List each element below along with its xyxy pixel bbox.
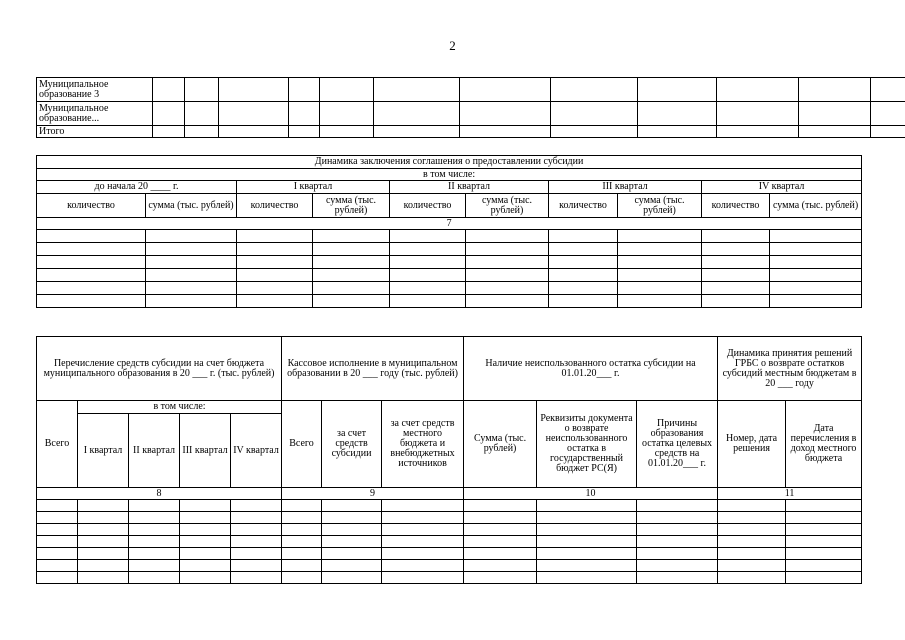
table-cell [237, 230, 313, 243]
table-cell [549, 243, 618, 256]
table-cell [382, 572, 464, 584]
period-header: до начала 20 ____ г. [37, 181, 237, 194]
table-cell [37, 512, 78, 524]
table-cell [618, 282, 702, 295]
row-label: Муниципальное образование... [37, 102, 153, 126]
table-cell [464, 560, 537, 572]
period-header: IV квартал [702, 181, 862, 194]
quarter-header: III квартал [180, 414, 231, 488]
table-cell [180, 524, 231, 536]
table-cell [289, 78, 320, 102]
page-number: 2 [449, 38, 456, 53]
table-cell [382, 548, 464, 560]
table-cell [374, 126, 460, 138]
table-cell [382, 512, 464, 524]
table-cell [37, 536, 78, 548]
table-cell [231, 500, 282, 512]
table-cell [618, 243, 702, 256]
table-cell [718, 548, 786, 560]
table-cell [231, 524, 282, 536]
table-cell [237, 282, 313, 295]
table-cell [382, 524, 464, 536]
table-cell [718, 572, 786, 584]
table-cell [231, 548, 282, 560]
table-cell [153, 78, 185, 102]
table-cell [717, 102, 799, 126]
remainder-reasons-header: Причины образования остатка целевых средств на 01.01.20___ г. [637, 401, 718, 488]
decision-number-header: Номер, дата решения [718, 401, 786, 488]
transfer-header: Перечисление средств субсидии на счет бюджета муниципального образования в 20 ___ г. (тыс. рублей) [37, 337, 282, 401]
table-row [37, 126, 905, 138]
table-cell [466, 230, 549, 243]
table-cell [219, 102, 289, 126]
table-cell [460, 102, 551, 126]
table-cell [549, 295, 618, 308]
municipal-table [36, 77, 905, 138]
table-cell [78, 572, 129, 584]
table-cell [237, 295, 313, 308]
table-cell [289, 102, 320, 126]
table-cell [638, 126, 717, 138]
table-cell [466, 269, 549, 282]
remainder-requisites-header: Реквизиты документа о возврате неиспользованного остатка в государственный бюджет РС(Я) [537, 401, 637, 488]
count-header: количество [237, 194, 313, 218]
table-cell [322, 512, 382, 524]
table-row [37, 78, 905, 102]
table-cell [78, 512, 129, 524]
table-row [37, 230, 862, 243]
table-cell [770, 256, 862, 269]
table-cell [37, 243, 146, 256]
table-cell [799, 126, 871, 138]
table-cell [282, 560, 322, 572]
table-cell [702, 295, 770, 308]
table-cell [313, 243, 390, 256]
count-header: количество [37, 194, 146, 218]
table-cell [180, 572, 231, 584]
table-cell [702, 243, 770, 256]
table-cell [786, 572, 862, 584]
period-header: II квартал [390, 181, 549, 194]
table-cell [638, 102, 717, 126]
table-cell [129, 512, 180, 524]
table-cell [871, 102, 905, 126]
table-cell [799, 102, 871, 126]
column-number: 9 [282, 488, 464, 500]
table-cell [637, 512, 718, 524]
table-cell [37, 500, 78, 512]
table-cell [37, 548, 78, 560]
table-cell [322, 560, 382, 572]
table-cell [185, 102, 219, 126]
table-cell [219, 78, 289, 102]
table-cell [185, 126, 219, 138]
period-header: III квартал [549, 181, 702, 194]
column-number: 7 [37, 218, 862, 230]
row-label: Муниципальное образование 3 [37, 78, 153, 102]
execution-subsidy-header: за счет средств субсидии [322, 401, 382, 488]
table-row [37, 572, 862, 584]
table-cell [549, 269, 618, 282]
table-cell [702, 282, 770, 295]
column-number: 11 [718, 488, 862, 500]
table-cell [466, 256, 549, 269]
table-cell [718, 500, 786, 512]
table-cell [464, 548, 537, 560]
table-cell [322, 536, 382, 548]
table-cell [549, 256, 618, 269]
table-cell [320, 126, 374, 138]
table-cell [770, 282, 862, 295]
table-cell [770, 269, 862, 282]
table-cell [537, 524, 637, 536]
transfer-in-total: в том числе: [78, 401, 282, 414]
quarter-header: IV квартал [231, 414, 282, 488]
table-cell [78, 548, 129, 560]
table-cell [537, 500, 637, 512]
table-cell [289, 126, 320, 138]
table-cell [180, 548, 231, 560]
table-cell [231, 572, 282, 584]
sum-header: сумма (тыс. рублей) [146, 194, 237, 218]
column-number: 10 [464, 488, 718, 500]
table-cell [146, 282, 237, 295]
execution-header: Кассовое исполнение в муниципальном образовании в 20 ___ году (тыс. рублей) [282, 337, 464, 401]
table-cell [537, 548, 637, 560]
table-cell [702, 230, 770, 243]
table-cell [78, 536, 129, 548]
table-cell [146, 243, 237, 256]
table-cell [37, 256, 146, 269]
table-cell [37, 524, 78, 536]
table-cell [770, 243, 862, 256]
execution-total-header: Всего [282, 401, 322, 488]
table-cell [717, 78, 799, 102]
table-cell [637, 548, 718, 560]
table-cell [313, 230, 390, 243]
table-cell [702, 256, 770, 269]
table-cell [537, 536, 637, 548]
table-cell [618, 295, 702, 308]
execution-local-header: за счет средств местного бюджета и внебюджетных источников [382, 401, 464, 488]
table-cell [129, 524, 180, 536]
table-cell [551, 126, 638, 138]
table-cell [382, 536, 464, 548]
table-row [37, 536, 862, 548]
table-cell [320, 78, 374, 102]
table-cell [786, 548, 862, 560]
transfer-total-header: Всего [37, 401, 78, 488]
table-cell [282, 572, 322, 584]
table-cell [282, 548, 322, 560]
table-cell [464, 536, 537, 548]
table-row [37, 256, 862, 269]
table-cell [786, 524, 862, 536]
table-cell [146, 230, 237, 243]
table-cell [618, 230, 702, 243]
table-cell [146, 295, 237, 308]
table-row [37, 243, 862, 256]
table-cell [637, 524, 718, 536]
sum-header: сумма (тыс. рублей) [770, 194, 862, 218]
table-cell [390, 295, 466, 308]
table-cell [799, 78, 871, 102]
table-cell [460, 78, 551, 102]
table-cell [322, 500, 382, 512]
table-cell [313, 295, 390, 308]
table-cell [464, 572, 537, 584]
table-row [37, 282, 862, 295]
table-cell [185, 78, 219, 102]
quarter-header: II квартал [129, 414, 180, 488]
column-number: 8 [37, 488, 282, 500]
table-cell [717, 126, 799, 138]
table-cell [37, 572, 78, 584]
table-cell [871, 78, 905, 102]
table-cell [390, 269, 466, 282]
grbs-decisions-header: Динамика принятия решений ГРБС о возврате остатков субсидий местным бюджетам в 20 ___ году [718, 337, 862, 401]
table-cell [153, 126, 185, 138]
table-cell [382, 560, 464, 572]
table-cell [180, 512, 231, 524]
period-header: I квартал [237, 181, 390, 194]
table-cell [237, 256, 313, 269]
remainder-sum-header: Сумма (тыс. рублей) [464, 401, 537, 488]
table-cell [320, 102, 374, 126]
table-cell [718, 536, 786, 548]
table-cell [718, 512, 786, 524]
table-cell [464, 512, 537, 524]
table-cell [37, 295, 146, 308]
table-cell [466, 282, 549, 295]
table-cell [466, 243, 549, 256]
agreements-table [36, 155, 862, 308]
quarter-header: I квартал [78, 414, 129, 488]
table-cell [374, 102, 460, 126]
table-cell [551, 78, 638, 102]
table-cell [770, 230, 862, 243]
row-label: Итого [37, 126, 153, 138]
table-cell [786, 560, 862, 572]
table-cell [702, 269, 770, 282]
table-cell [153, 102, 185, 126]
table-cell [231, 536, 282, 548]
sum-header: сумма (тыс. рублей) [466, 194, 549, 218]
table-cell [146, 256, 237, 269]
table-row [37, 102, 905, 126]
table-cell [637, 560, 718, 572]
table-cell [78, 560, 129, 572]
table-cell [37, 269, 146, 282]
table-cell [718, 524, 786, 536]
count-header: количество [390, 194, 466, 218]
table-cell [551, 102, 638, 126]
table-row [37, 548, 862, 560]
agreements-in-total: в том числе: [37, 169, 862, 181]
table-cell [871, 126, 905, 138]
table-cell [637, 572, 718, 584]
table-cell [770, 295, 862, 308]
table-row [37, 500, 862, 512]
table-row [37, 524, 862, 536]
table-cell [129, 548, 180, 560]
table-cell [37, 230, 146, 243]
table-cell [786, 500, 862, 512]
table-cell [786, 536, 862, 548]
sum-header: сумма (тыс. рублей) [313, 194, 390, 218]
table-cell [537, 560, 637, 572]
table-cell [637, 536, 718, 548]
table-cell [390, 256, 466, 269]
table-cell [466, 295, 549, 308]
table-cell [390, 282, 466, 295]
count-header: количество [702, 194, 770, 218]
table-cell [231, 512, 282, 524]
table-cell [282, 524, 322, 536]
table-cell [146, 269, 237, 282]
table-cell [219, 126, 289, 138]
table-cell [322, 524, 382, 536]
table-cell [537, 572, 637, 584]
table-cell [382, 500, 464, 512]
transfer-date-header: Дата перечисления в доход местного бюджета [786, 401, 862, 488]
table-cell [390, 243, 466, 256]
table-cell [637, 500, 718, 512]
table-row [37, 295, 862, 308]
table-cell [322, 572, 382, 584]
table-cell [180, 536, 231, 548]
table-cell [78, 524, 129, 536]
table-cell [237, 243, 313, 256]
table-cell [78, 500, 129, 512]
table-cell [464, 524, 537, 536]
table-cell [313, 282, 390, 295]
table-cell [464, 500, 537, 512]
table-cell [638, 78, 717, 102]
table-cell [129, 536, 180, 548]
table-cell [180, 560, 231, 572]
table-cell [37, 560, 78, 572]
table-cell [618, 269, 702, 282]
table-cell [180, 500, 231, 512]
table-cell [390, 230, 466, 243]
table-row [37, 512, 862, 524]
table-cell [129, 500, 180, 512]
table-row [37, 560, 862, 572]
table-cell [549, 230, 618, 243]
table-cell [313, 256, 390, 269]
table-cell [618, 256, 702, 269]
table-cell [718, 560, 786, 572]
table-cell [374, 78, 460, 102]
sum-header: сумма (тыс. рублей) [618, 194, 702, 218]
table-cell [460, 126, 551, 138]
count-header: количество [549, 194, 618, 218]
table-cell [786, 512, 862, 524]
transfers-table [36, 336, 862, 584]
table-cell [37, 282, 146, 295]
table-cell [282, 536, 322, 548]
table-cell [313, 269, 390, 282]
table-cell [322, 548, 382, 560]
table-cell [231, 560, 282, 572]
agreements-title: Динамика заключения соглашения о предоставлении субсидии [37, 156, 862, 169]
table-cell [129, 572, 180, 584]
table-cell [537, 512, 637, 524]
table-cell [282, 500, 322, 512]
table-cell [129, 560, 180, 572]
table-cell [237, 269, 313, 282]
remainder-header: Наличие неиспользованного остатка субсидии на 01.01.20___ г. [464, 337, 718, 401]
table-cell [282, 512, 322, 524]
table-row [37, 269, 862, 282]
table-cell [549, 282, 618, 295]
